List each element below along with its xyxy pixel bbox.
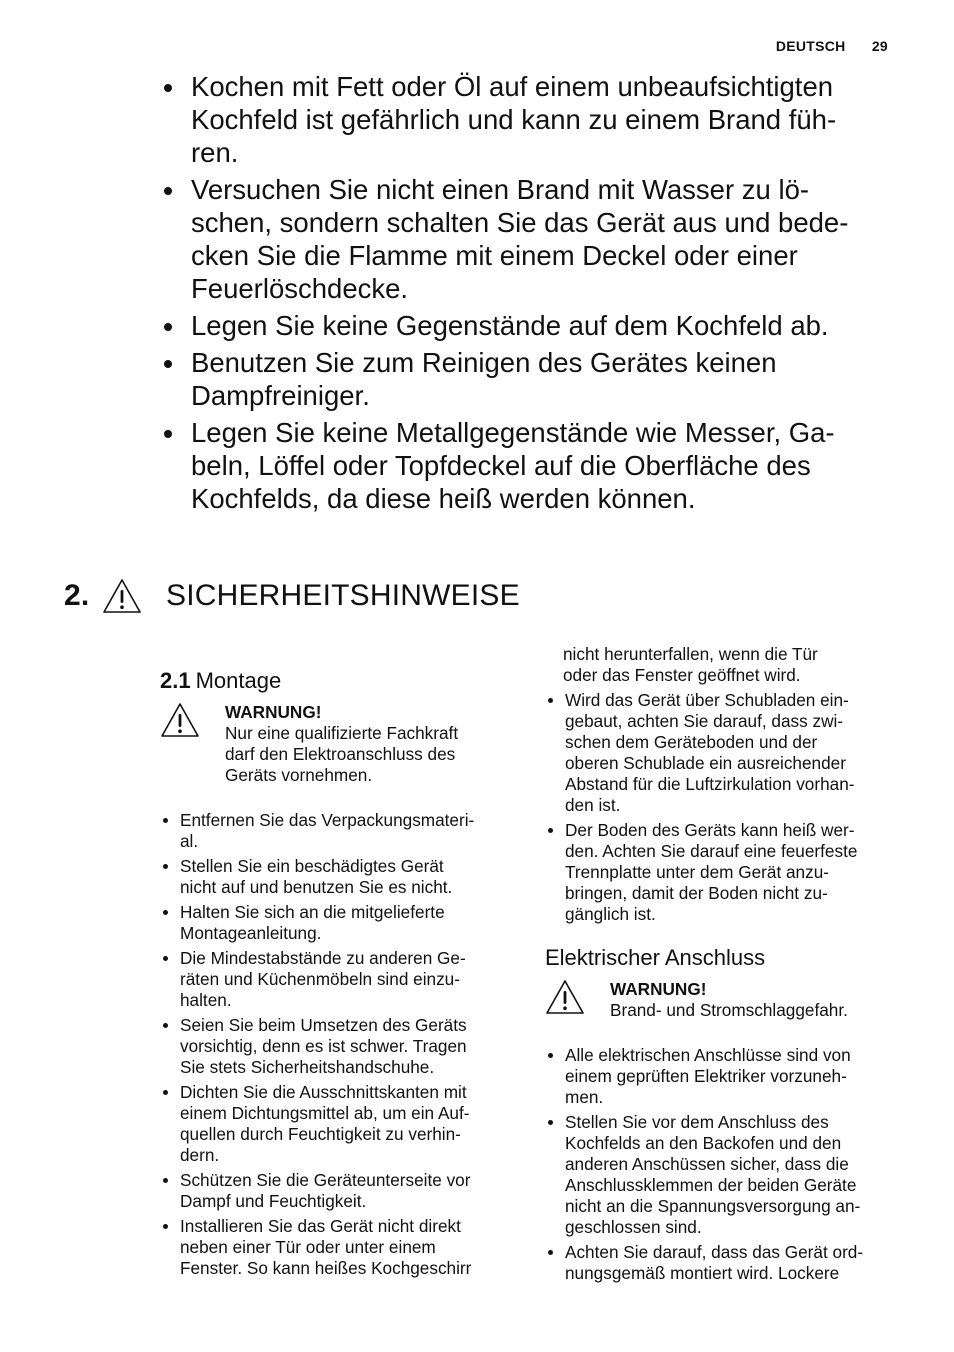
list-item: Seien Sie beim Umsetzen des Geräts vorsichtig, denn es ist schwer. Tragen Sie stets Sicherheitshandschuhe. [160,1015,520,1078]
list-item: Benutzen Sie zum Reinigen des Gerätes keinen Dampfreiniger. [160,346,900,412]
warning-triangle-icon [160,702,200,738]
list-item: Legen Sie keine Metallgegenstände wie Messer, Ga- beln, Löffel oder Topfdeckel auf die Oberfläche des Kochfelds, da diese heiß werden können. [160,416,900,515]
warning-box-montage [160,702,520,786]
bullet-continuation: nicht herunterfallen, wenn die Tür oder das Fenster geöffnet wird. [563,644,818,685]
warning-triangle-icon [545,979,585,1015]
list-item: Stellen Sie ein beschädigtes Gerät nicht auf und benutzen Sie es nicht. [160,856,520,898]
electric-bullet-list [545,1045,905,1284]
list-item: Halten Sie sich an die mitgelieferte Montageanleitung. [160,902,520,944]
right-column [545,644,905,1288]
subsection-label: Montage [195,668,282,693]
warning-box-electric [545,979,905,1021]
warning-title: WARNUNG! [225,702,322,722]
page-header [776,38,888,54]
section-title: SICHERHEITSHINWEISE [166,579,520,612]
list-item: Schützen Sie die Geräteunterseite vor Dampf und Feuchtigkeit. [160,1170,520,1212]
subsection-title-montage [160,666,520,696]
list-item: Achten Sie darauf, dass das Gerät ord- nungsgemäß montiert wird. Lockere [545,1242,905,1284]
list-item: Der Boden des Geräts kann heiß wer- den. Achten Sie darauf eine feuerfeste Trennplatte unter dem Gerät anzu- bringen, damit der Boden nicht zu- gänglich ist. [545,820,905,925]
list-item: Die Mindestabstände zu anderen Ge- räten und Küchenmöbeln sind einzu- halten. [160,948,520,1011]
intro-bullet-list [160,70,900,519]
list-item: Wird das Gerät über Schubladen ein- gebaut, achten Sie darauf, dass zwi- schen dem Geräteboden und der oberen Schublade ein ausreichender Abstand für die Luftzirkulation vorhan- den ist. [545,690,905,816]
warning-triangle-icon [102,578,142,614]
section-number: 2. [64,579,90,612]
language-label: DEUTSCH [775,38,846,54]
montage-bullet-list-continued [545,690,905,925]
left-column [160,666,520,1283]
page-number: 29 [871,38,888,54]
warning-text: Brand- und Stromschlaggefahr. [610,1000,848,1020]
list-item: Versuchen Sie nicht einen Brand mit Wasser zu lö- schen, sondern schalten Sie das Gerät aus und bede- cken Sie die Flamme mit einem Deckel oder einer Feuerlöschdecke. [160,173,900,305]
warning-title: WARNUNG! [610,979,707,999]
list-item: Installieren Sie das Gerät nicht direkt neben einer Tür oder unter einem Fenster. So kann heißes Kochgeschirr [160,1216,520,1279]
subsection-title-electric: Elektrischer Anschluss [545,945,766,970]
subsection-number: 2.1 [160,668,191,693]
list-item: Stellen Sie vor dem Anschluss des Kochfelds an den Backofen und den anderen Anschüssen sicher, dass die Anschlussklemmen der beiden Geräte nicht an die Spannungsversorgung an- geschlossen sind. [545,1112,905,1238]
list-item: Alle elektrischen Anschlüsse sind von einem geprüften Elektriker vorzuneh- men. [545,1045,905,1108]
list-item: Kochen mit Fett oder Öl auf einem unbeaufsichtigten Kochfeld ist gefährlich und kann zu einem Brand füh- ren. [160,70,900,169]
section-heading [64,574,520,618]
list-item: Legen Sie keine Gegenstände auf dem Kochfeld ab. [160,309,900,342]
list-item: Entfernen Sie das Verpackungsmateri- al. [160,810,520,852]
warning-text: Nur eine qualifizierte Fachkraft darf den Elektroanschluss des Geräts vornehmen. [225,723,459,785]
list-item: Dichten Sie die Ausschnittskanten mit einem Dichtungsmittel ab, um ein Auf- quellen durch Feuchtigkeit zu verhin- dern. [160,1082,520,1166]
montage-bullet-list [160,810,520,1279]
